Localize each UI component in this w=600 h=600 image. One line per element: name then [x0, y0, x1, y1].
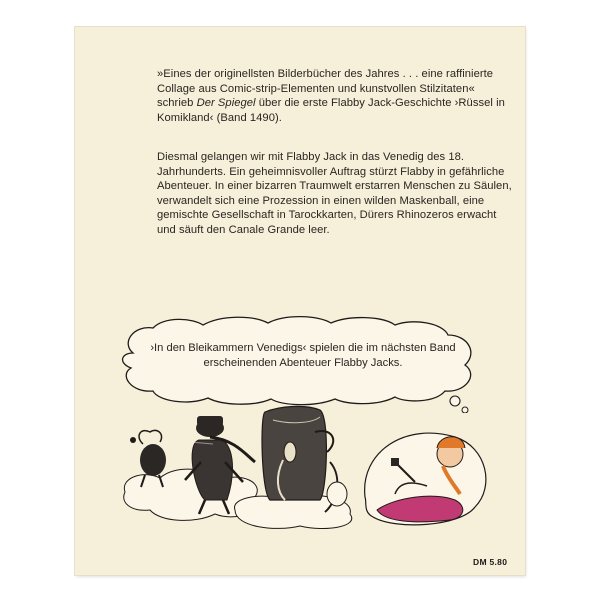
- speech-bubble-text: ›In den Bleikammern Venedigs‹ spielen die im nächsten Band erscheinenden Abenteuer Flabby Jacks.: [150, 342, 456, 369]
- price-label: DM 5.80: [473, 557, 508, 567]
- column-face-figure: [262, 406, 347, 512]
- synopsis-paragraph: Diesmal gelangen wir mit Flabby Jack in das Venedig des 18. Jahrhunderts. Ein geheimnisvoller Auftrag stürzt Flabby in gefährliche Abenteuer. In einer bizarren Traumwelt erstarren Menschen zu Säulen, verwandelt sich eine Prozession in einen wilden Maskenball, eine gemischte Gesellschaft in Tarockkarten, Dürers Rhinozeros erwacht und säuft den Canale Grande leer.: [157, 151, 512, 236]
- flabby-jack-figure: [365, 433, 486, 525]
- review-quote-rest: über die erste Flabby Jack-Geschichte ›Rüssel in Komikland‹ (Band 1490).: [157, 97, 505, 124]
- comic-illustration: [115, 382, 505, 542]
- review-quote-text: »Eines der originellsten Bilderbücher des Jahres . . . eine raffinierte Collage aus Comic-strip-Elementen und kunstvollen Stilzitaten« schrieb: [157, 68, 494, 110]
- review-quote-paragraph: [157, 67, 512, 125]
- review-source: Der Spiegel: [196, 97, 256, 110]
- book-back-cover: [75, 27, 525, 575]
